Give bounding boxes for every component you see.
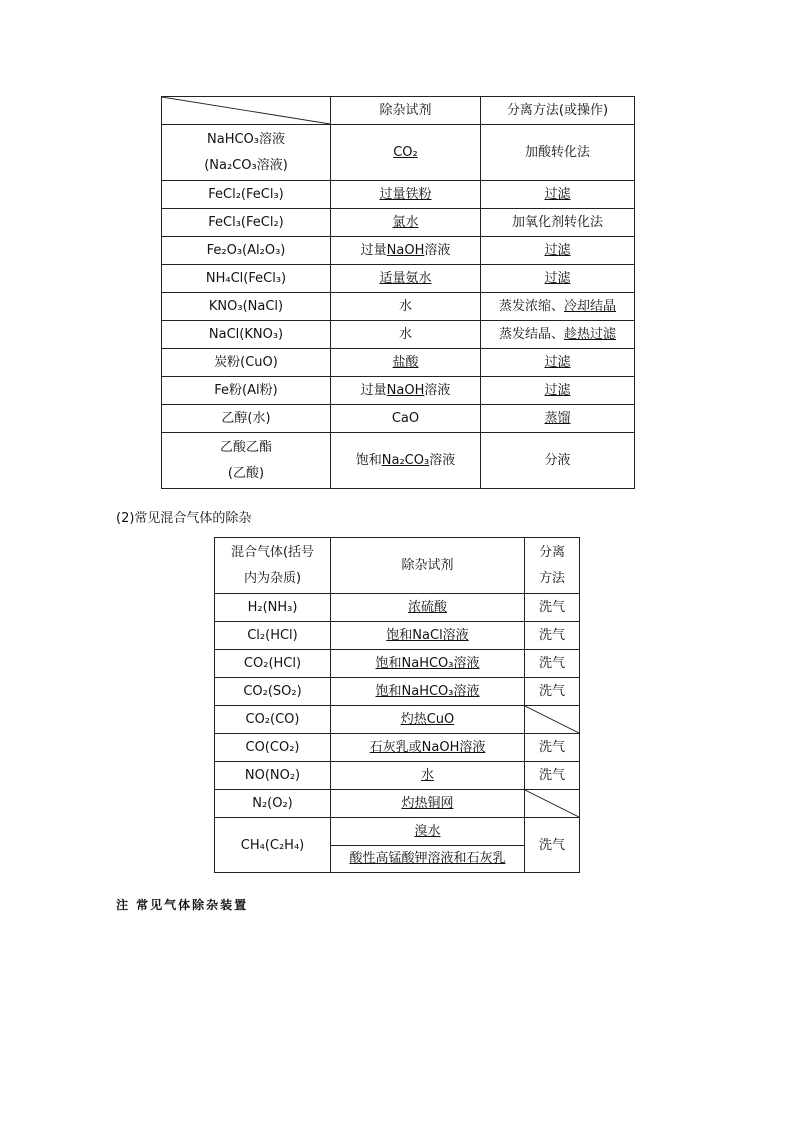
reagent-text: 灼热CuO bbox=[400, 712, 455, 727]
reagent-cell bbox=[331, 181, 481, 209]
gas-cell: CO₂(CO) bbox=[215, 706, 331, 734]
method-text: 蒸馏 bbox=[544, 411, 571, 426]
table-row bbox=[162, 293, 635, 321]
reagent-text: 饱和NaCl溶液 bbox=[386, 628, 469, 643]
gas-cell: CO₂(HCl) bbox=[215, 650, 331, 678]
table-row bbox=[162, 181, 635, 209]
gas-cell: CO(CO₂) bbox=[215, 734, 331, 762]
header-reagent: 除杂试剂 bbox=[331, 538, 525, 594]
mixture-cell bbox=[162, 125, 331, 181]
method-cell bbox=[481, 321, 635, 349]
table-row bbox=[215, 622, 580, 650]
table-row bbox=[215, 594, 580, 622]
method-underlined: 冷却结晶 bbox=[564, 299, 617, 314]
mixture-line-2: (乙酸) bbox=[227, 465, 265, 481]
reagent-cell bbox=[331, 237, 481, 265]
header-method bbox=[525, 538, 580, 594]
reagent-cell bbox=[331, 650, 525, 678]
reagent-cell: 水 bbox=[331, 293, 481, 321]
reagent-cell bbox=[331, 734, 525, 762]
method-cell: 加氧化剂转化法 bbox=[481, 209, 635, 237]
method-cell: 洗气 bbox=[525, 818, 580, 873]
mixture-cell: NH₄Cl(FeCl₃) bbox=[162, 265, 331, 293]
method-prefix: 蒸发浓缩、 bbox=[498, 299, 564, 314]
header-gas-line-1: 混合气体(括号 bbox=[230, 544, 315, 560]
reagent-cell bbox=[331, 706, 525, 734]
gas-cell: CO₂(SO₂) bbox=[215, 678, 331, 706]
table-header-row bbox=[215, 538, 580, 594]
gas-cell: CH₄(C₂H₄) bbox=[215, 818, 331, 873]
header-method-line-2: 方法 bbox=[538, 570, 565, 586]
header-reagent: 除杂试剂 bbox=[331, 97, 481, 125]
mixture-cell: FeCl₃(FeCl₂) bbox=[162, 209, 331, 237]
reagent-text: 适量氨水 bbox=[379, 271, 432, 286]
reagent-cell: 水 bbox=[331, 321, 481, 349]
table-header-row bbox=[162, 97, 635, 125]
reagent-prefix: 饱和 bbox=[355, 453, 382, 468]
gas-cell: H₂(NH₃) bbox=[215, 594, 331, 622]
reagent-text: 饱和NaHCO₃溶液 bbox=[375, 656, 480, 671]
reagent-text: 浓硫酸 bbox=[407, 600, 447, 615]
table-row bbox=[162, 405, 635, 433]
table-row bbox=[215, 734, 580, 762]
method-cell: 洗气 bbox=[525, 678, 580, 706]
method-cell: 洗气 bbox=[525, 622, 580, 650]
method-cell bbox=[481, 237, 635, 265]
table-row bbox=[215, 706, 580, 734]
reagent-prefix: 过量 bbox=[360, 243, 387, 258]
mixture-line-1: NaHCO₃溶液 bbox=[207, 131, 285, 147]
table-row bbox=[162, 433, 635, 489]
reagent-cell bbox=[331, 790, 525, 818]
method-underlined: 趁热过滤 bbox=[564, 327, 617, 342]
reagent-cell bbox=[331, 349, 481, 377]
reagent-cell bbox=[331, 594, 525, 622]
reagent-underlined: Na₂CO₃ bbox=[381, 453, 430, 468]
method-cell bbox=[481, 293, 635, 321]
table-row bbox=[215, 678, 580, 706]
method-text: 过滤 bbox=[544, 383, 571, 398]
mixture-cell: FeCl₂(FeCl₃) bbox=[162, 181, 331, 209]
table-row bbox=[162, 125, 635, 181]
reagent-text: 灼热铜网 bbox=[401, 796, 454, 811]
reagent-cell bbox=[331, 209, 481, 237]
method-cell bbox=[481, 349, 635, 377]
table-row bbox=[215, 762, 580, 790]
reagent-cell bbox=[331, 762, 525, 790]
method-cell: 分液 bbox=[481, 433, 635, 489]
method-text: 过滤 bbox=[544, 355, 571, 370]
section-2-title: (2)常见混合气体的除杂 bbox=[116, 511, 252, 526]
note-caption: 注 常见气体除杂装置 bbox=[116, 898, 249, 912]
header-method-line-1: 分离 bbox=[538, 544, 565, 560]
reagent-suffix: 溶液 bbox=[424, 243, 451, 258]
method-text: 过滤 bbox=[544, 243, 571, 258]
table-row bbox=[162, 349, 635, 377]
table-row bbox=[162, 321, 635, 349]
reagent-text: 水 bbox=[420, 768, 434, 783]
mixture-cell bbox=[162, 433, 331, 489]
table-row bbox=[215, 790, 580, 818]
gas-impurity-table bbox=[214, 537, 580, 873]
mixture-line-1: 乙酸乙酯 bbox=[219, 439, 272, 455]
reagent-text: 过量铁粉 bbox=[379, 187, 432, 202]
reagent-line-1 bbox=[331, 819, 524, 846]
reagent-cell bbox=[331, 265, 481, 293]
mixture-cell: NaCl(KNO₃) bbox=[162, 321, 331, 349]
method-cell bbox=[481, 181, 635, 209]
reagent-text: 饱和NaHCO₃溶液 bbox=[375, 684, 480, 699]
reagent-text: 盐酸 bbox=[392, 355, 419, 370]
reagent-text: 酸性高锰酸钾溶液和石灰乳 bbox=[349, 850, 506, 866]
method-cell: 洗气 bbox=[525, 762, 580, 790]
method-cell bbox=[481, 405, 635, 433]
reagent-suffix: 溶液 bbox=[429, 453, 456, 468]
gas-cell: N₂(O₂) bbox=[215, 790, 331, 818]
solution-impurity-table bbox=[161, 96, 635, 489]
method-cell: 加酸转化法 bbox=[481, 125, 635, 181]
reagent-line-2 bbox=[331, 846, 524, 872]
mixture-line-2: (Na₂CO₃溶液) bbox=[204, 157, 288, 173]
reagent-text: CO₂ bbox=[393, 145, 418, 160]
method-cell: 洗气 bbox=[525, 734, 580, 762]
reagent-prefix: 过量 bbox=[360, 383, 387, 398]
table-row bbox=[215, 818, 580, 873]
method-cell bbox=[481, 265, 635, 293]
reagent-cell bbox=[331, 377, 481, 405]
method-cell bbox=[481, 377, 635, 405]
method-text: 过滤 bbox=[544, 271, 571, 286]
header-gas bbox=[215, 538, 331, 594]
table-row bbox=[162, 377, 635, 405]
reagent-cell-split bbox=[331, 818, 525, 873]
reagent-text: 石灰乳或NaOH溶液 bbox=[369, 740, 486, 755]
mixture-cell: KNO₃(NaCl) bbox=[162, 293, 331, 321]
reagent-cell bbox=[331, 678, 525, 706]
header-gas-line-2: 内为杂质) bbox=[243, 570, 302, 586]
reagent-cell bbox=[331, 622, 525, 650]
method-prefix: 蒸发结晶、 bbox=[498, 327, 564, 342]
gas-cell: Cl₂(HCl) bbox=[215, 622, 331, 650]
mixture-cell: 炭粉(CuO) bbox=[162, 349, 331, 377]
reagent-cell bbox=[331, 433, 481, 489]
method-text: 过滤 bbox=[544, 187, 571, 202]
mixture-cell: Fe粉(Al粉) bbox=[162, 377, 331, 405]
table-row bbox=[215, 650, 580, 678]
gas-cell: NO(NO₂) bbox=[215, 762, 331, 790]
diagonal-header-cell bbox=[162, 97, 331, 125]
reagent-cell: CaO bbox=[331, 405, 481, 433]
reagent-suffix: 溶液 bbox=[424, 383, 451, 398]
mixture-cell: Fe₂O₃(Al₂O₃) bbox=[162, 237, 331, 265]
method-cell-diagonal bbox=[525, 706, 580, 734]
reagent-text: 溴水 bbox=[414, 823, 441, 839]
mixture-cell: 乙醇(水) bbox=[162, 405, 331, 433]
reagent-text: 氯水 bbox=[392, 215, 419, 230]
table-row bbox=[162, 209, 635, 237]
reagent-underlined: NaOH bbox=[386, 383, 425, 398]
method-cell: 洗气 bbox=[525, 650, 580, 678]
reagent-cell bbox=[331, 125, 481, 181]
header-method: 分离方法(或操作) bbox=[481, 97, 635, 125]
table-row bbox=[162, 237, 635, 265]
method-cell-diagonal bbox=[525, 790, 580, 818]
method-cell: 洗气 bbox=[525, 594, 580, 622]
table-row bbox=[162, 265, 635, 293]
reagent-underlined: NaOH bbox=[386, 243, 425, 258]
